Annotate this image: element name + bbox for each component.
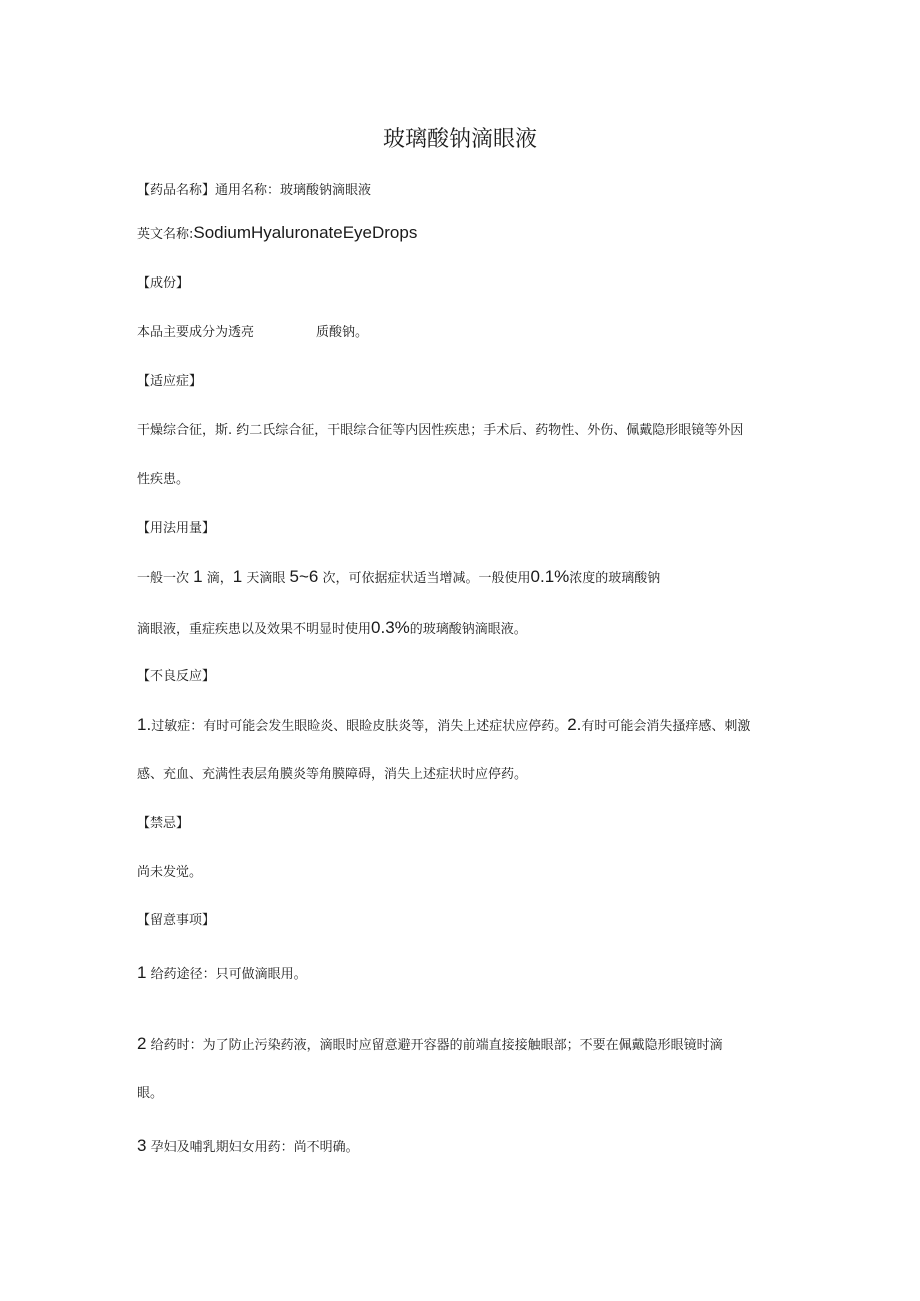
precaution-text: 给药时：为了防止污染药液，滴眼时应留意避开容器的前端直接接触眼部；不要在佩戴隐形眼镜时滴 <box>150 1038 723 1053</box>
dosage-number: 0.1% <box>530 567 570 586</box>
ingredients-text-b: 质酸钠。 <box>316 325 369 340</box>
dosage-text: 次，可依据症状适当增减。一般使用 <box>322 571 531 586</box>
adverse-heading: 【不良反应】 <box>137 669 216 684</box>
dosage-text: 天滴眼 <box>246 571 286 586</box>
ingredients-heading: 【成份】 <box>137 276 190 291</box>
precaution-item-1 <box>137 964 790 984</box>
adverse-line-1 <box>137 716 790 736</box>
dosage-text: 的玻璃酸钠滴眼液。 <box>409 622 527 637</box>
indications-line-2: 性疾患。 <box>137 472 190 487</box>
precaution-number: 1 <box>137 963 147 982</box>
precaution-number: 2 <box>137 1034 147 1053</box>
dosage-number: 1 <box>193 567 203 586</box>
adverse-number: 1. <box>137 715 152 734</box>
adverse-line-2: 感、充血、充满性表层角膜炎等角膜障碍，消失上述症状时应停药。 <box>137 767 528 782</box>
precaution-item-3 <box>137 1137 790 1157</box>
indications-line-1: 干燥综合征，斯. 约二氏综合征，干眼综合征等内因性疾患；手术后、药物性、外伤、佩戴隐形眼镜等外因 <box>137 423 744 438</box>
indications-heading: 【适应症】 <box>137 374 203 389</box>
dosage-line-2 <box>137 619 790 639</box>
ingredients-text <box>137 324 790 342</box>
document-title: 玻璃酸钠滴眼液 <box>382 127 537 152</box>
dosage-number: 1 <box>232 567 243 586</box>
dosage-number: 5~6 <box>289 567 319 586</box>
adverse-number: 2. <box>567 715 582 734</box>
adverse-text: 过敏症：有时可能会发生眼睑炎、眼睑皮肤炎等，消失上述症状应停药。 <box>151 719 568 734</box>
dosage-line-1 <box>137 568 790 588</box>
generic-name: 通用名称：玻璃酸钠滴眼液 <box>215 183 372 198</box>
precaution-item-2-continued: 眼。 <box>137 1086 164 1101</box>
english-name-label: 英文名称: <box>137 227 194 242</box>
precaution-number: 3 <box>137 1136 147 1155</box>
precaution-text: 孕妇及哺乳期妇女用药：尚不明确。 <box>150 1140 359 1155</box>
drug-name-heading: 【药品名称】 <box>137 183 216 198</box>
dosage-heading: 【用法用量】 <box>137 521 216 536</box>
contraindications-text: 尚未发觉。 <box>137 865 203 880</box>
dosage-text: 滴， <box>206 571 233 586</box>
dosage-text: 一般一次 <box>137 571 190 586</box>
dosage-number: 0.3% <box>371 618 410 637</box>
precaution-text: 给药途径：只可做滴眼用。 <box>150 967 307 982</box>
english-name-line <box>137 224 790 244</box>
dosage-text: 滴眼液，重症疾患以及效果不明显时使用 <box>137 622 372 637</box>
precaution-item-2 <box>137 1035 790 1055</box>
contraindications-heading: 【禁忌】 <box>137 816 190 831</box>
adverse-text: 有时可能会消失搔痒感、刺激 <box>581 719 751 734</box>
english-name-value: SodiumHyaluronateEyeDrops <box>193 223 418 242</box>
precautions-heading: 【留意事项】 <box>137 913 216 928</box>
drug-name-line <box>137 182 790 200</box>
ingredients-text-a: 本品主要成分为透亮 <box>137 325 255 340</box>
dosage-text: 浓度的玻璃酸钠 <box>569 571 661 586</box>
